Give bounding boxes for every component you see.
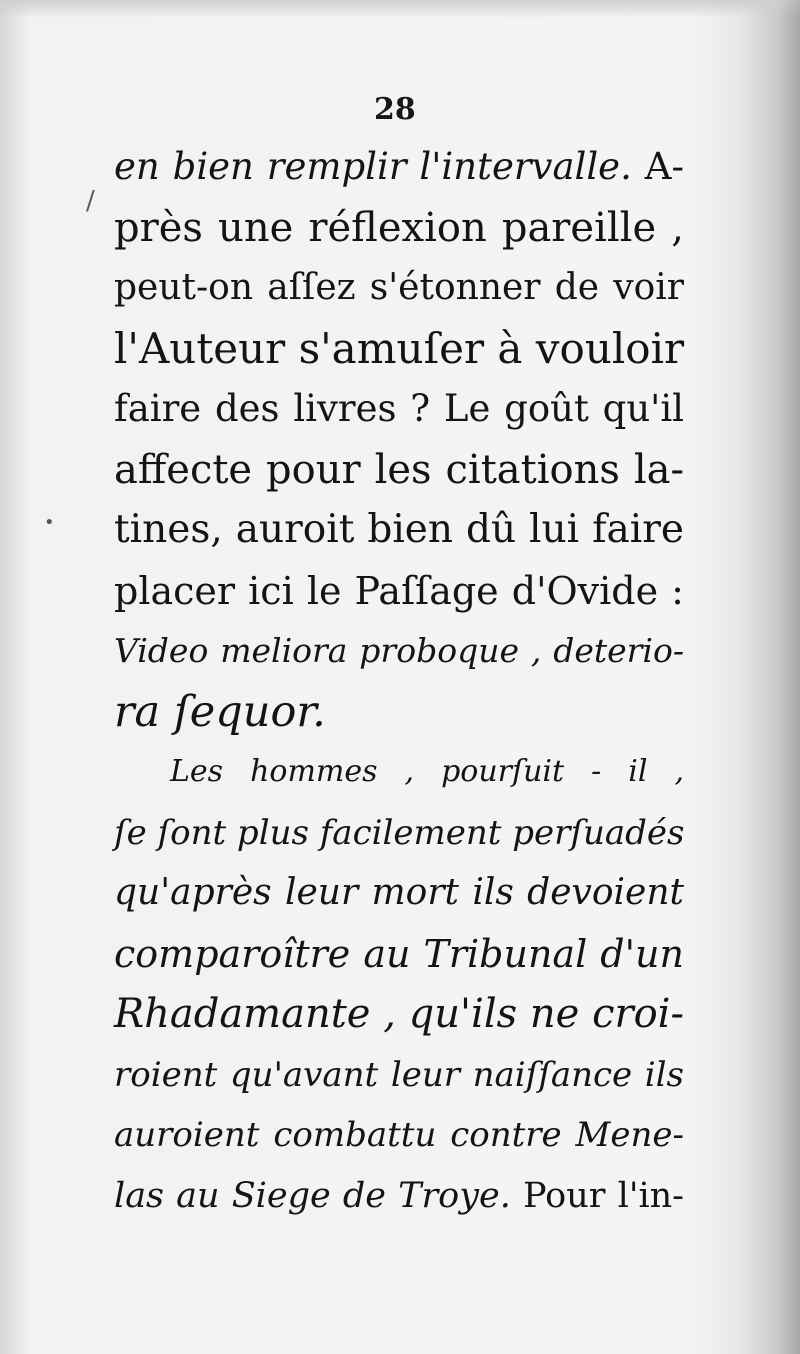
text-line: Video meliora proboque , deterio- bbox=[114, 631, 684, 670]
text-line: Les hommes , pourſuit - il , bbox=[170, 754, 684, 789]
text-line bbox=[114, 137, 684, 198]
text-line: affecte pour les citations la- bbox=[114, 446, 684, 493]
text-line: faire des livres ? Le goût qu'il bbox=[114, 387, 684, 430]
page-edge-shadow bbox=[778, 0, 800, 1354]
text-line: l'Auteur s'amuſer à vouloir bbox=[114, 323, 685, 373]
text-line-roman-part: Pour l'in- bbox=[523, 1175, 685, 1216]
text-line: près une réflexion pareille , bbox=[114, 204, 684, 251]
text-line: peut-on aſſez s'étonner de voir bbox=[114, 267, 684, 308]
page-top-shadow bbox=[0, 0, 800, 18]
text-line: auroient combattu contre Mene- bbox=[114, 1115, 684, 1155]
text-line-roman-part: A- bbox=[644, 145, 684, 188]
body-text bbox=[114, 137, 684, 1226]
text-line: roient qu'avant leur naiſſance ils bbox=[114, 1054, 684, 1095]
text-line-italic-part: en bien remplir l'intervalle. bbox=[114, 145, 645, 188]
text-line: ſe ſont plus facilement perſuadés bbox=[114, 812, 685, 853]
text-line bbox=[114, 1166, 684, 1227]
text-line-italic-part: las au Siege de Troye. bbox=[114, 1175, 524, 1216]
text-line: comparoître au Tribunal d'un bbox=[114, 931, 684, 976]
margin-mark: / bbox=[86, 186, 95, 216]
margin-blot: • bbox=[44, 512, 55, 533]
text-line: placer ici le Paſſage d'Ovide : bbox=[114, 568, 684, 613]
text-line: tines, auroit bien dû lui faire bbox=[114, 507, 684, 552]
text-line: Rhadamante , qu'ils ne croi- bbox=[114, 991, 684, 1037]
text-line: ra ſequor. bbox=[114, 686, 326, 737]
text-line: qu'après leur mort ils devoient bbox=[114, 872, 684, 913]
page-number: 28 bbox=[374, 92, 416, 127]
